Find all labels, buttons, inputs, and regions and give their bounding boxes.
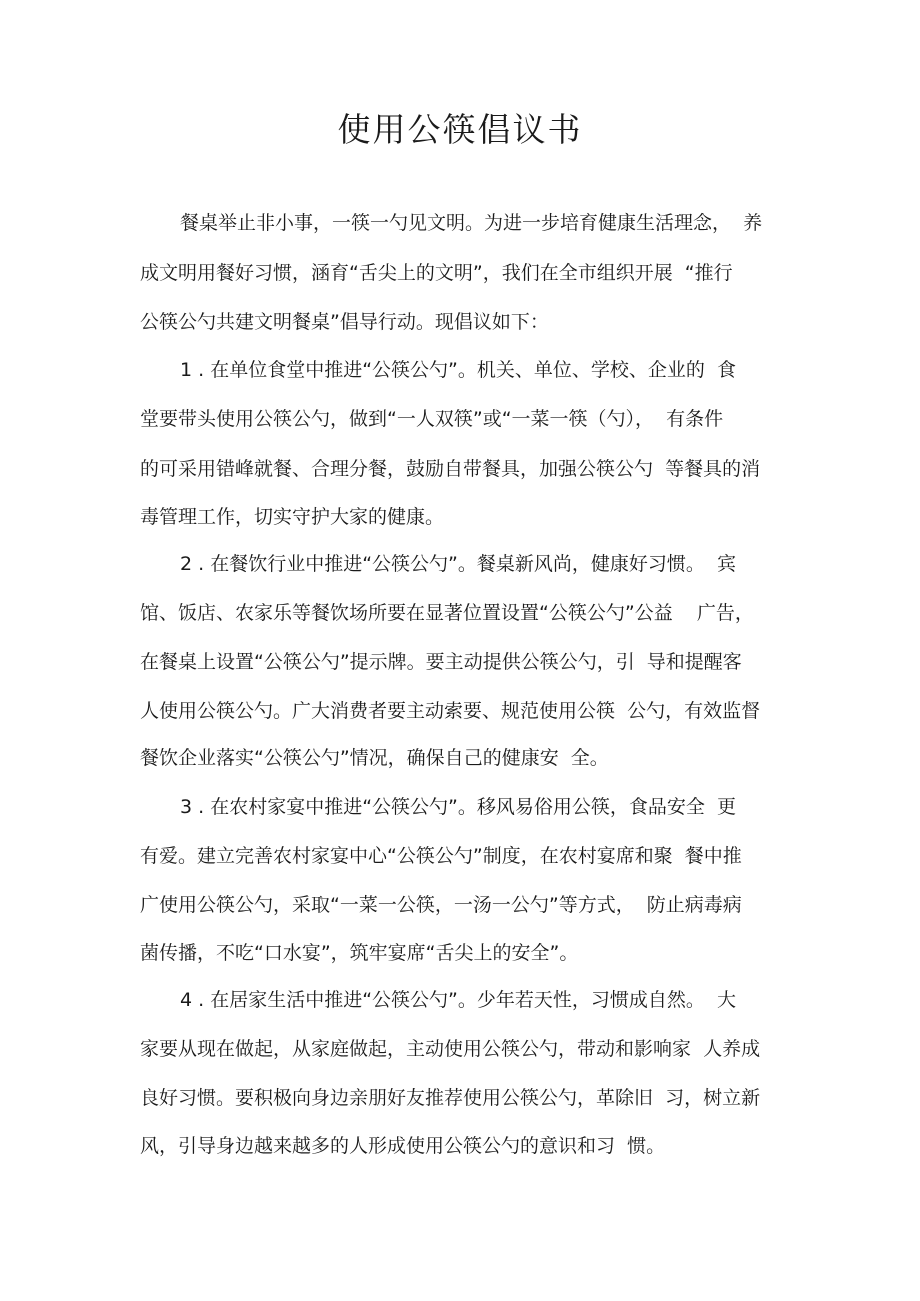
paragraph-4-line-4: 菌传播，不吃“口水宴”，筑牢宴席“舌尖上的安全”。	[140, 942, 579, 964]
paragraph-4-line-3: 广使用公筷公勺，采取“一菜一公筷，一汤一公勺”等方式， 防止病毒病	[140, 894, 742, 916]
paragraph-1-line-1: 餐桌举止非小事，一筷一勺见文明。为进一步培育健康生活理念， 养	[180, 212, 763, 234]
paragraph-3-line-2: 馆、饭店、农家乐等餐饮场所要在显著位置设置“公筷公勺”公益 广告，	[140, 602, 754, 624]
paragraph-3-line-3: 在餐桌上设置“公筷公勺”提示牌。要主动提供公筷公勺，引 导和提醒客	[140, 651, 742, 673]
paragraph-2-line-4: 毒管理工作，切实守护大家的健康。	[140, 506, 445, 528]
paragraph-5-line-2: 家要从现在做起，从家庭做起，主动使用公筷公勺，带动和影响家 人养成	[140, 1038, 761, 1060]
document-title: 使用公筷倡议书	[337, 110, 583, 149]
paragraph-1-line-3: 公筷公勺共建文明餐桌”倡导行动。现倡议如下：	[140, 311, 549, 333]
paragraph-1-line-2: 成文明用餐好习惯，涵育“舌尖上的文明”，我们在全市组织开展 “推行	[140, 262, 733, 284]
paragraph-3-line-4: 人使用公筷公勺。广大消费者要主动索要、规范使用公筷 公勺，有效监督	[140, 700, 761, 722]
paragraph-5-line-1: 4 . 在居家生活中推进“公筷公勺”。少年若天性，习惯成自然。 大	[180, 989, 736, 1011]
paragraph-2-line-3: 的可采用错峰就餐、合理分餐，鼓励自带餐具，加强公筷公勺 等餐具的消	[140, 458, 761, 480]
paragraph-4-line-1: 3 . 在农村家宴中推进“公筷公勺”。移风易俗用公筷，食品安全 更	[180, 796, 736, 818]
paragraph-4-line-2: 有爱。建立完善农村家宴中心“公筷公勺”制度，在农村宴席和聚 餐中推	[140, 845, 742, 867]
paragraph-2-line-1: 1 . 在单位食堂中推进“公筷公勺”。机关、单位、学校、企业的 食	[180, 359, 736, 381]
paragraph-3-line-1: 2 . 在餐饮行业中推进“公筷公勺”。餐桌新风尚，健康好习惯。 宾	[180, 553, 736, 575]
paragraph-5-line-3: 良好习惯。要积极向身边亲朋好友推荐使用公筷公勺，革除旧 习，树立新	[140, 1087, 761, 1109]
paragraph-2-line-2: 堂要带头使用公筷公勺，做到“一人双筷”或“一菜一筷（勺）， 有条件	[140, 408, 724, 430]
paragraph-5-line-4: 风，引导身边越来越多的人形成使用公筷公勺的意识和习 惯。	[140, 1135, 666, 1157]
paragraph-3-line-5: 餐饮企业落实“公筷公勺”情况，确保自己的健康安 全。	[140, 747, 609, 769]
